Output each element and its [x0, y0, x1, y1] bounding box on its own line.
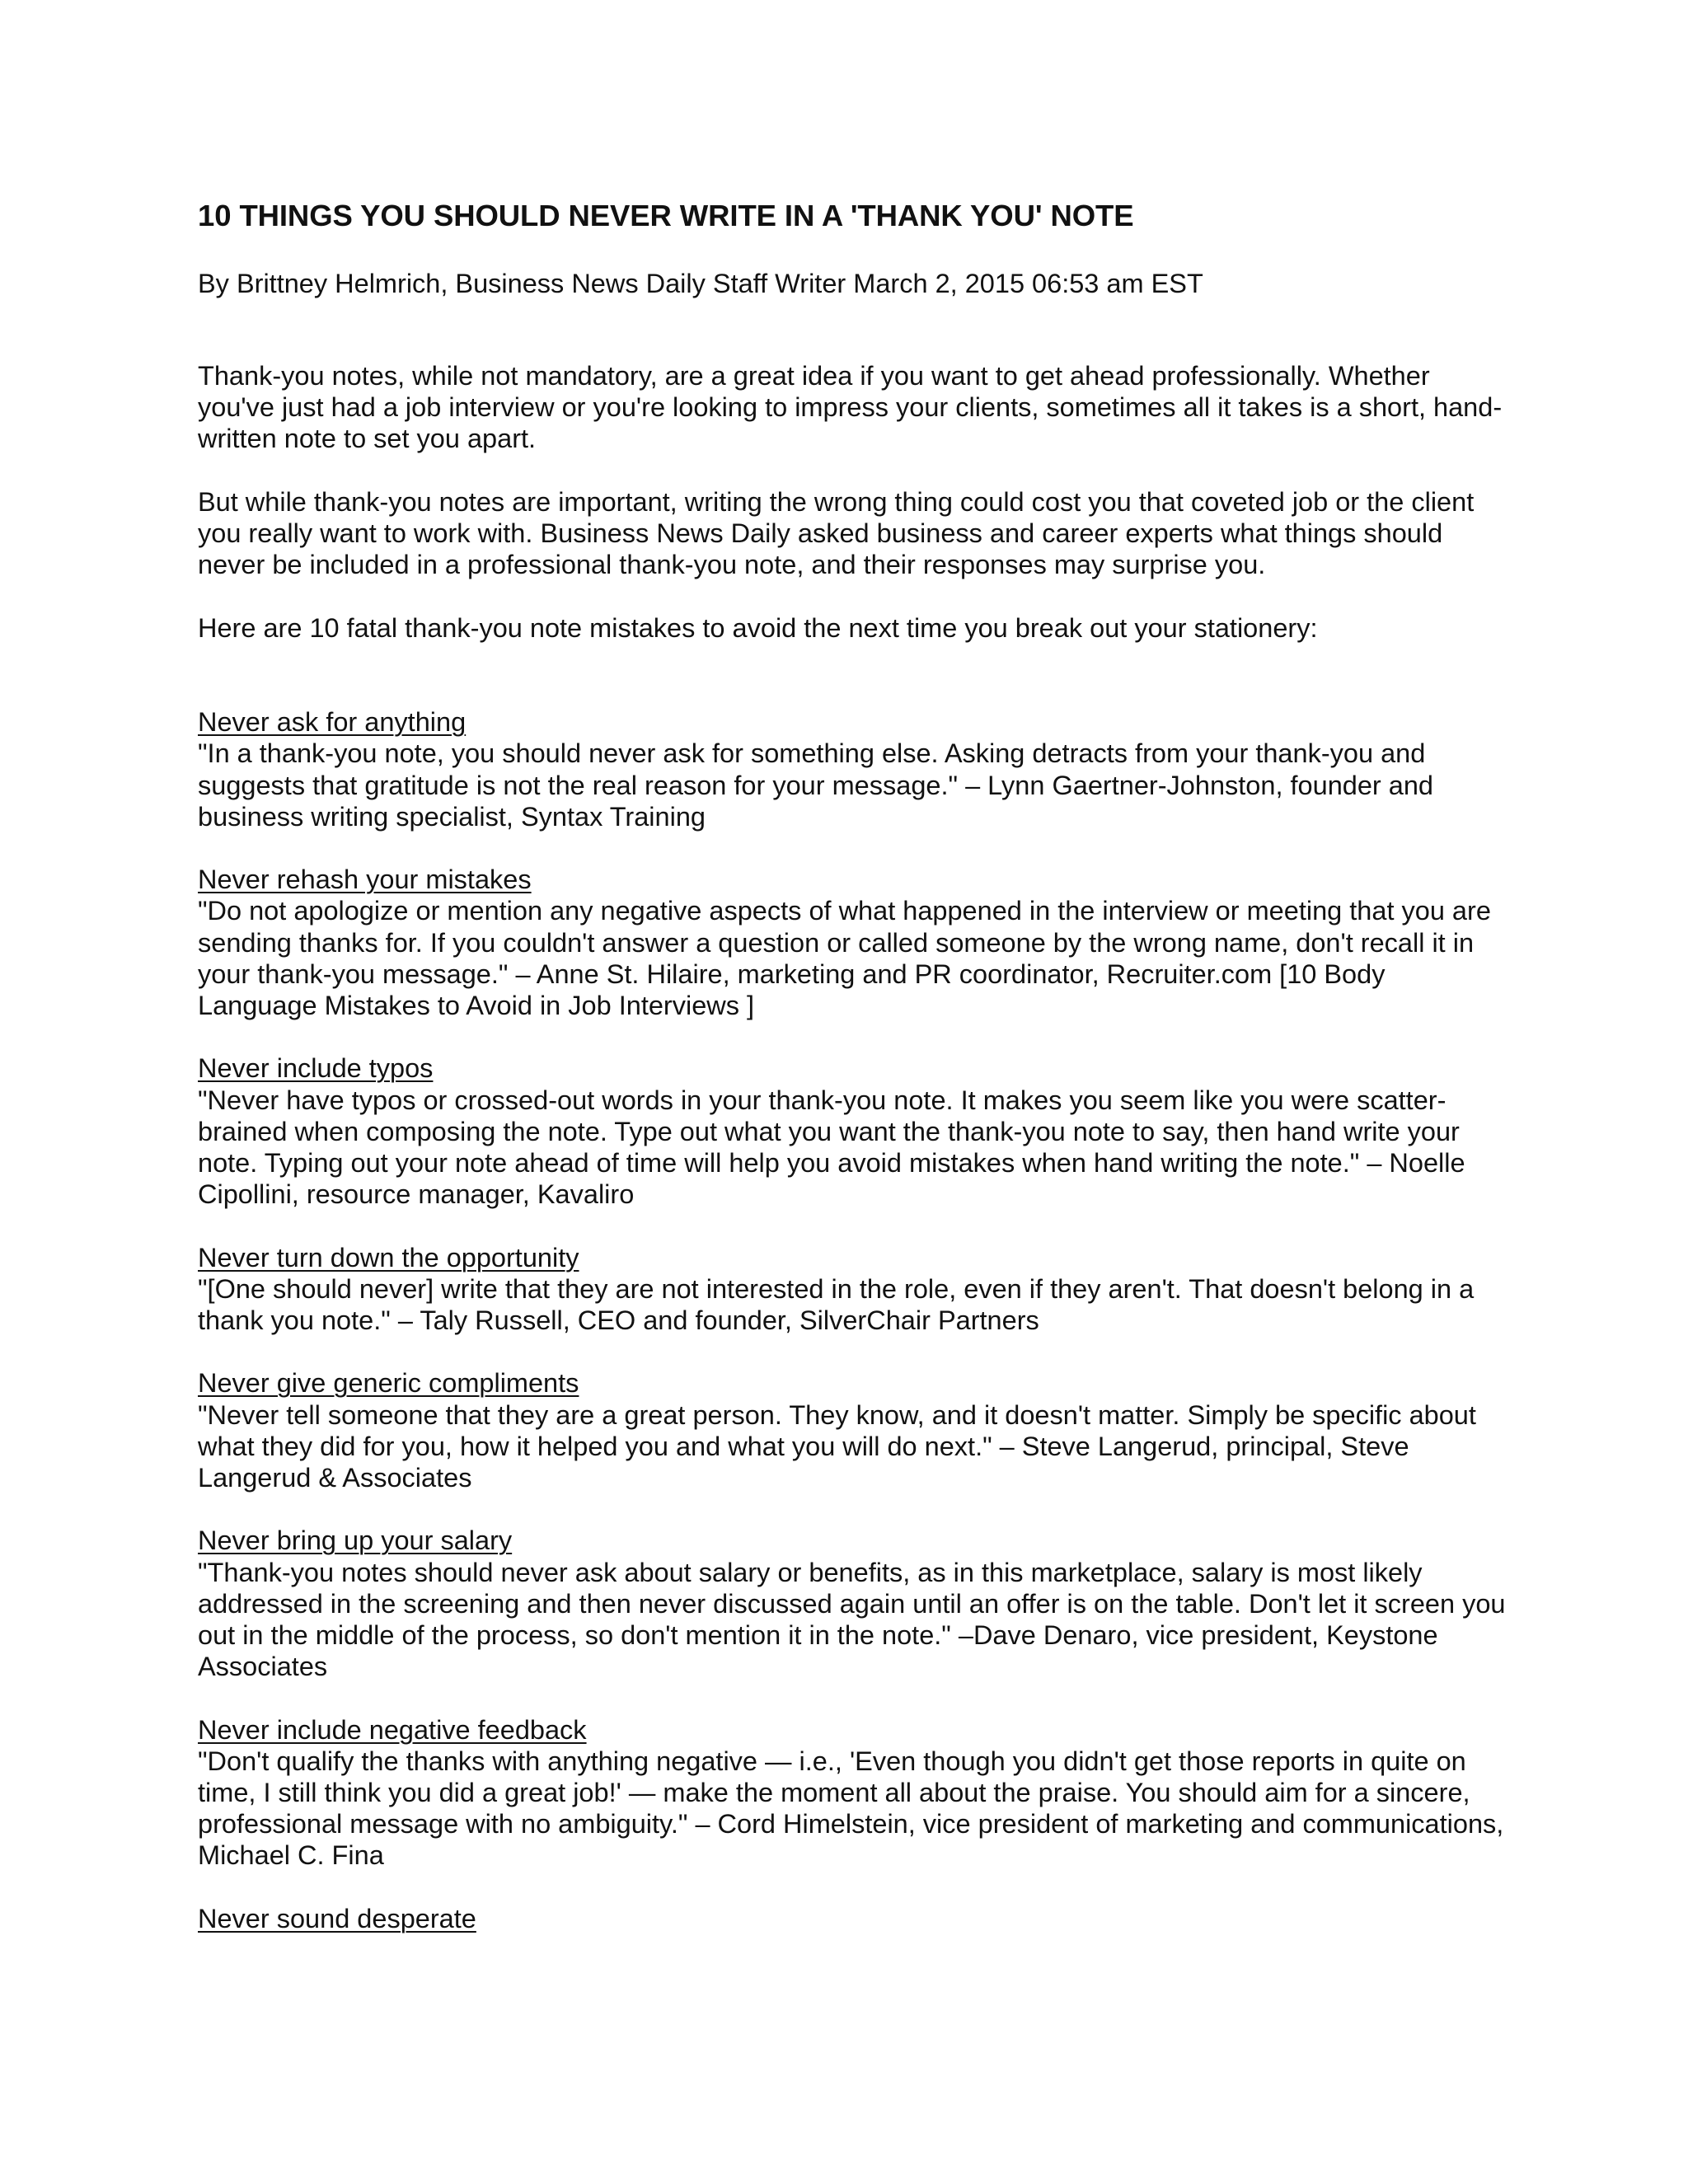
tip-heading: Never rehash your mistakes [198, 865, 532, 895]
tip-quote: "Do not apologize or mention any negative aspects of what happened in the interview or meeting that you are sending thanks for. If you couldn't answer a question or called someone by the wrong name, don't recall it in your thank-you message." – Anne St. Hilaire, marketing and PR coordinator, Recruiter.com [10 Body Language Mistakes to Avoid in Job Interviews ] [198, 896, 1491, 1020]
tip-section [198, 706, 1508, 832]
tip-heading: Never bring up your salary [198, 1526, 513, 1556]
intro-paragraph-1: Thank-you notes, while not mandatory, are a great idea if you want to get ahead professionally. Whether you've just had a job interview or you're looking to impress your clients, sometimes all it takes is a short, hand-written note to set you apart. [198, 361, 1503, 454]
tip-section [198, 864, 1508, 1021]
tip-quote: "Never have typos or crossed-out words in your thank-you note. It makes you seem like you were scatter-brained when composing the note. Type out what you want the thank-you note to say, then hand write your note. Typing out your note ahead of time will help you avoid mistakes when hand writing the note." – Noelle Cipollini, resource manager, Kavaliro [198, 1085, 1465, 1210]
tip-section [198, 1903, 1508, 1934]
tip-section [198, 1714, 1508, 1872]
intro-paragraph-3: Here are 10 fatal thank-you note mistakes to avoid the next time you break out your stationery: [198, 612, 1318, 643]
tip-heading: Never include typos [198, 1053, 434, 1084]
tip-section [198, 1052, 1508, 1210]
tip-quote: "In a thank-you note, you should never ask for something else. Asking detracts from your thank-you and suggests that gratitude is not the real reason for your message." – Lynn Gaertner-Johnston, founder and business writing specialist, Syntax Training [198, 738, 1433, 832]
tip-quote: "Don't qualify the thanks with anything negative — i.e., 'Even though you didn't get those reports in quite on time, I still think you did a great job!' — make the moment all about the praise. You should aim for a sincere, professional message with no ambiguity." – Cord Himelstein, vice president of marketing and communications, Michael C. Fina [198, 1746, 1504, 1871]
article-title: 10 THINGS YOU SHOULD NEVER WRITE IN A 'THANK YOU' NOTE [198, 199, 1134, 232]
tip-section [198, 1367, 1508, 1493]
article-body [198, 360, 1508, 1966]
tip-heading: Never turn down the opportunity [198, 1242, 579, 1272]
tip-heading: Never give generic compliments [198, 1368, 579, 1399]
tip-section [198, 1525, 1508, 1682]
tip-quote: "Thank-you notes should never ask about salary or benefits, as in this marketplace, salary is most likely addressed in the screening and then never discussed again until an offer is on the table. Don't let it screen you out in the middle of the process, so don't mention it in the note." –Dave Denaro, vice president, Keystone Associates [198, 1557, 1506, 1682]
tip-section [198, 1242, 1508, 1337]
intro-paragraph-2: But while thank-you notes are important, writing the wrong thing could cost you that coveted job or the client you really want to work with. Business News Daily asked business and career experts what things should never be included in a professional thank-you note, and their responses may surprise you. [198, 486, 1475, 580]
tip-heading: Never sound desperate [198, 1903, 476, 1933]
article-byline: By Brittney Helmrich, Business News Daily Staff Writer March 2, 2015 06:53 am EST [198, 269, 1203, 298]
tip-quote: "Never tell someone that they are a great person. They know, and it doesn't matter. Simply be specific about what they did for you, how it helped you and what you will do next." – Steve Langerud, principal, Steve Langerud & Associates [198, 1399, 1476, 1493]
tip-quote: "[One should never] write that they are not interested in the role, even if they aren't. That doesn't belong in a thank you note." – Taly Russell, CEO and founder, SilverChair Partners [198, 1273, 1475, 1335]
tip-heading: Never ask for anything [198, 707, 467, 738]
tip-heading: Never include negative feedback [198, 1714, 587, 1745]
